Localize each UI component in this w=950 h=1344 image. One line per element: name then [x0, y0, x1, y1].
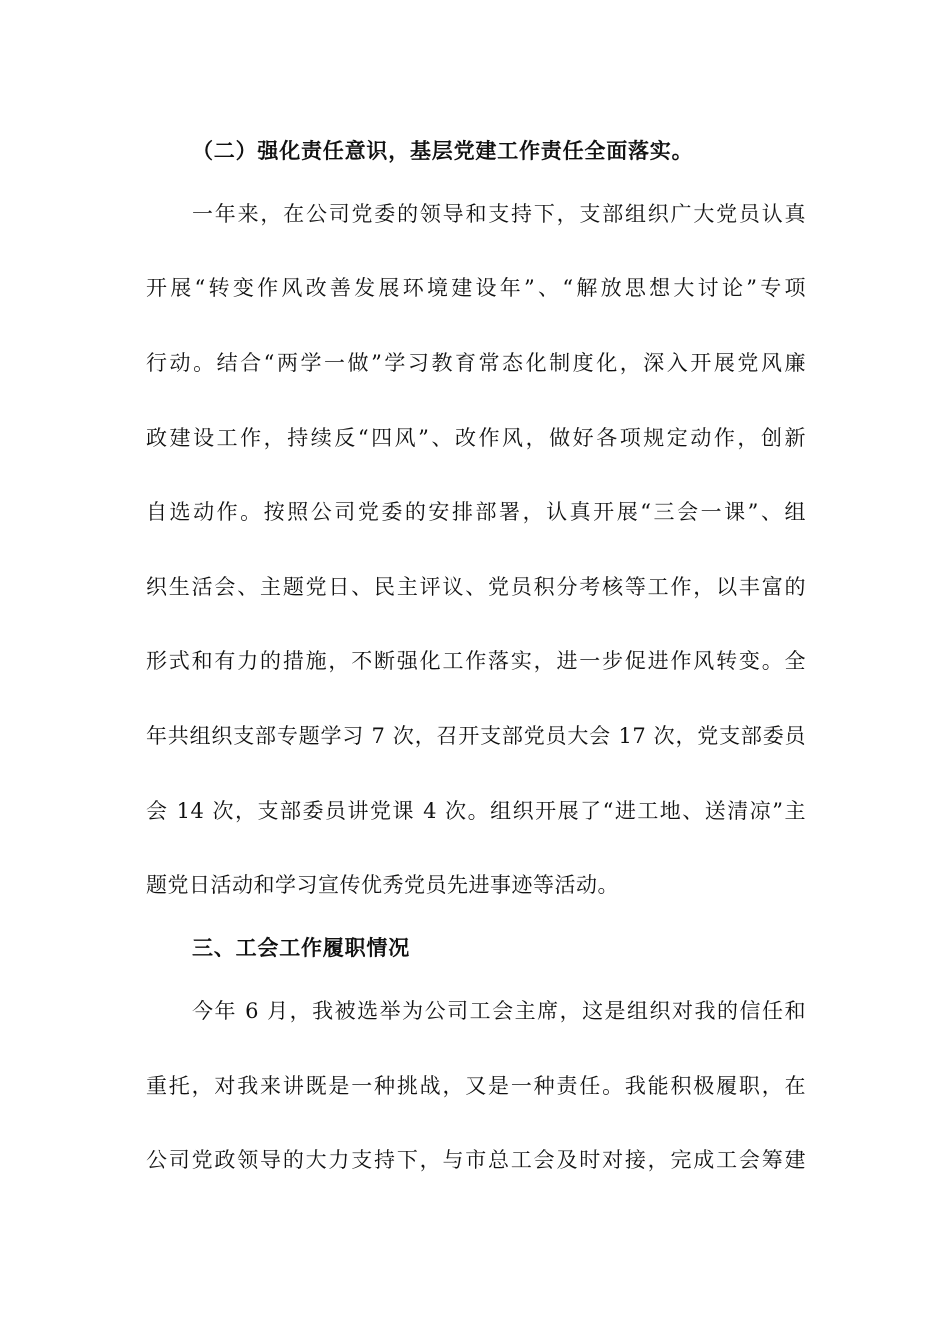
paragraph-line: 形式和有力的措施，不断强化工作落实，进一步促进作风转变。全 [146, 649, 806, 673]
paragraph-line: 一年来，在公司党委的领导和支持下，支部组织广大党员认真 [192, 202, 806, 226]
paragraph-line: 会 14 次，支部委员讲党课 4 次。组织开展了“进工地、送清凉”主 [146, 799, 806, 823]
paragraph-line: 政建设工作，持续反“四风”、改作风，做好各项规定动作，创新 [146, 426, 806, 450]
paragraph-line: 织生活会、主题党日、民主评议、党员积分考核等工作，以丰富的 [146, 575, 806, 599]
paragraph-line: 行动。结合“两学一做”学习教育常态化制度化，深入开展党风廉 [146, 351, 806, 375]
chapter-heading: 三、工会工作履职情况 [192, 935, 410, 960]
paragraph-line: 题党日活动和学习宣传优秀党员先进事迹等活动。 [146, 873, 619, 897]
paragraph-line: 年共组织支部专题学习 7 次，召开支部党员大会 17 次，党支部委员 [146, 724, 806, 748]
section-heading: （二）强化责任意识，基层党建工作责任全面落实。 [192, 138, 694, 163]
paragraph-line: 公司党政领导的大力支持下，与市总工会及时对接，完成工会筹建 [146, 1148, 806, 1172]
paragraph-line: 开展“转变作风改善发展环境建设年”、“解放思想大讨论”专项 [146, 276, 806, 300]
paragraph-line: 重托，对我来讲既是一种挑战，又是一种责任。我能积极履职，在 [146, 1074, 806, 1098]
paragraph-line: 今年 6 月，我被选举为公司工会主席，这是组织对我的信任和 [192, 999, 806, 1023]
paragraph-line: 自选动作。按照公司党委的安排部署，认真开展“三会一课”、组 [146, 500, 806, 524]
